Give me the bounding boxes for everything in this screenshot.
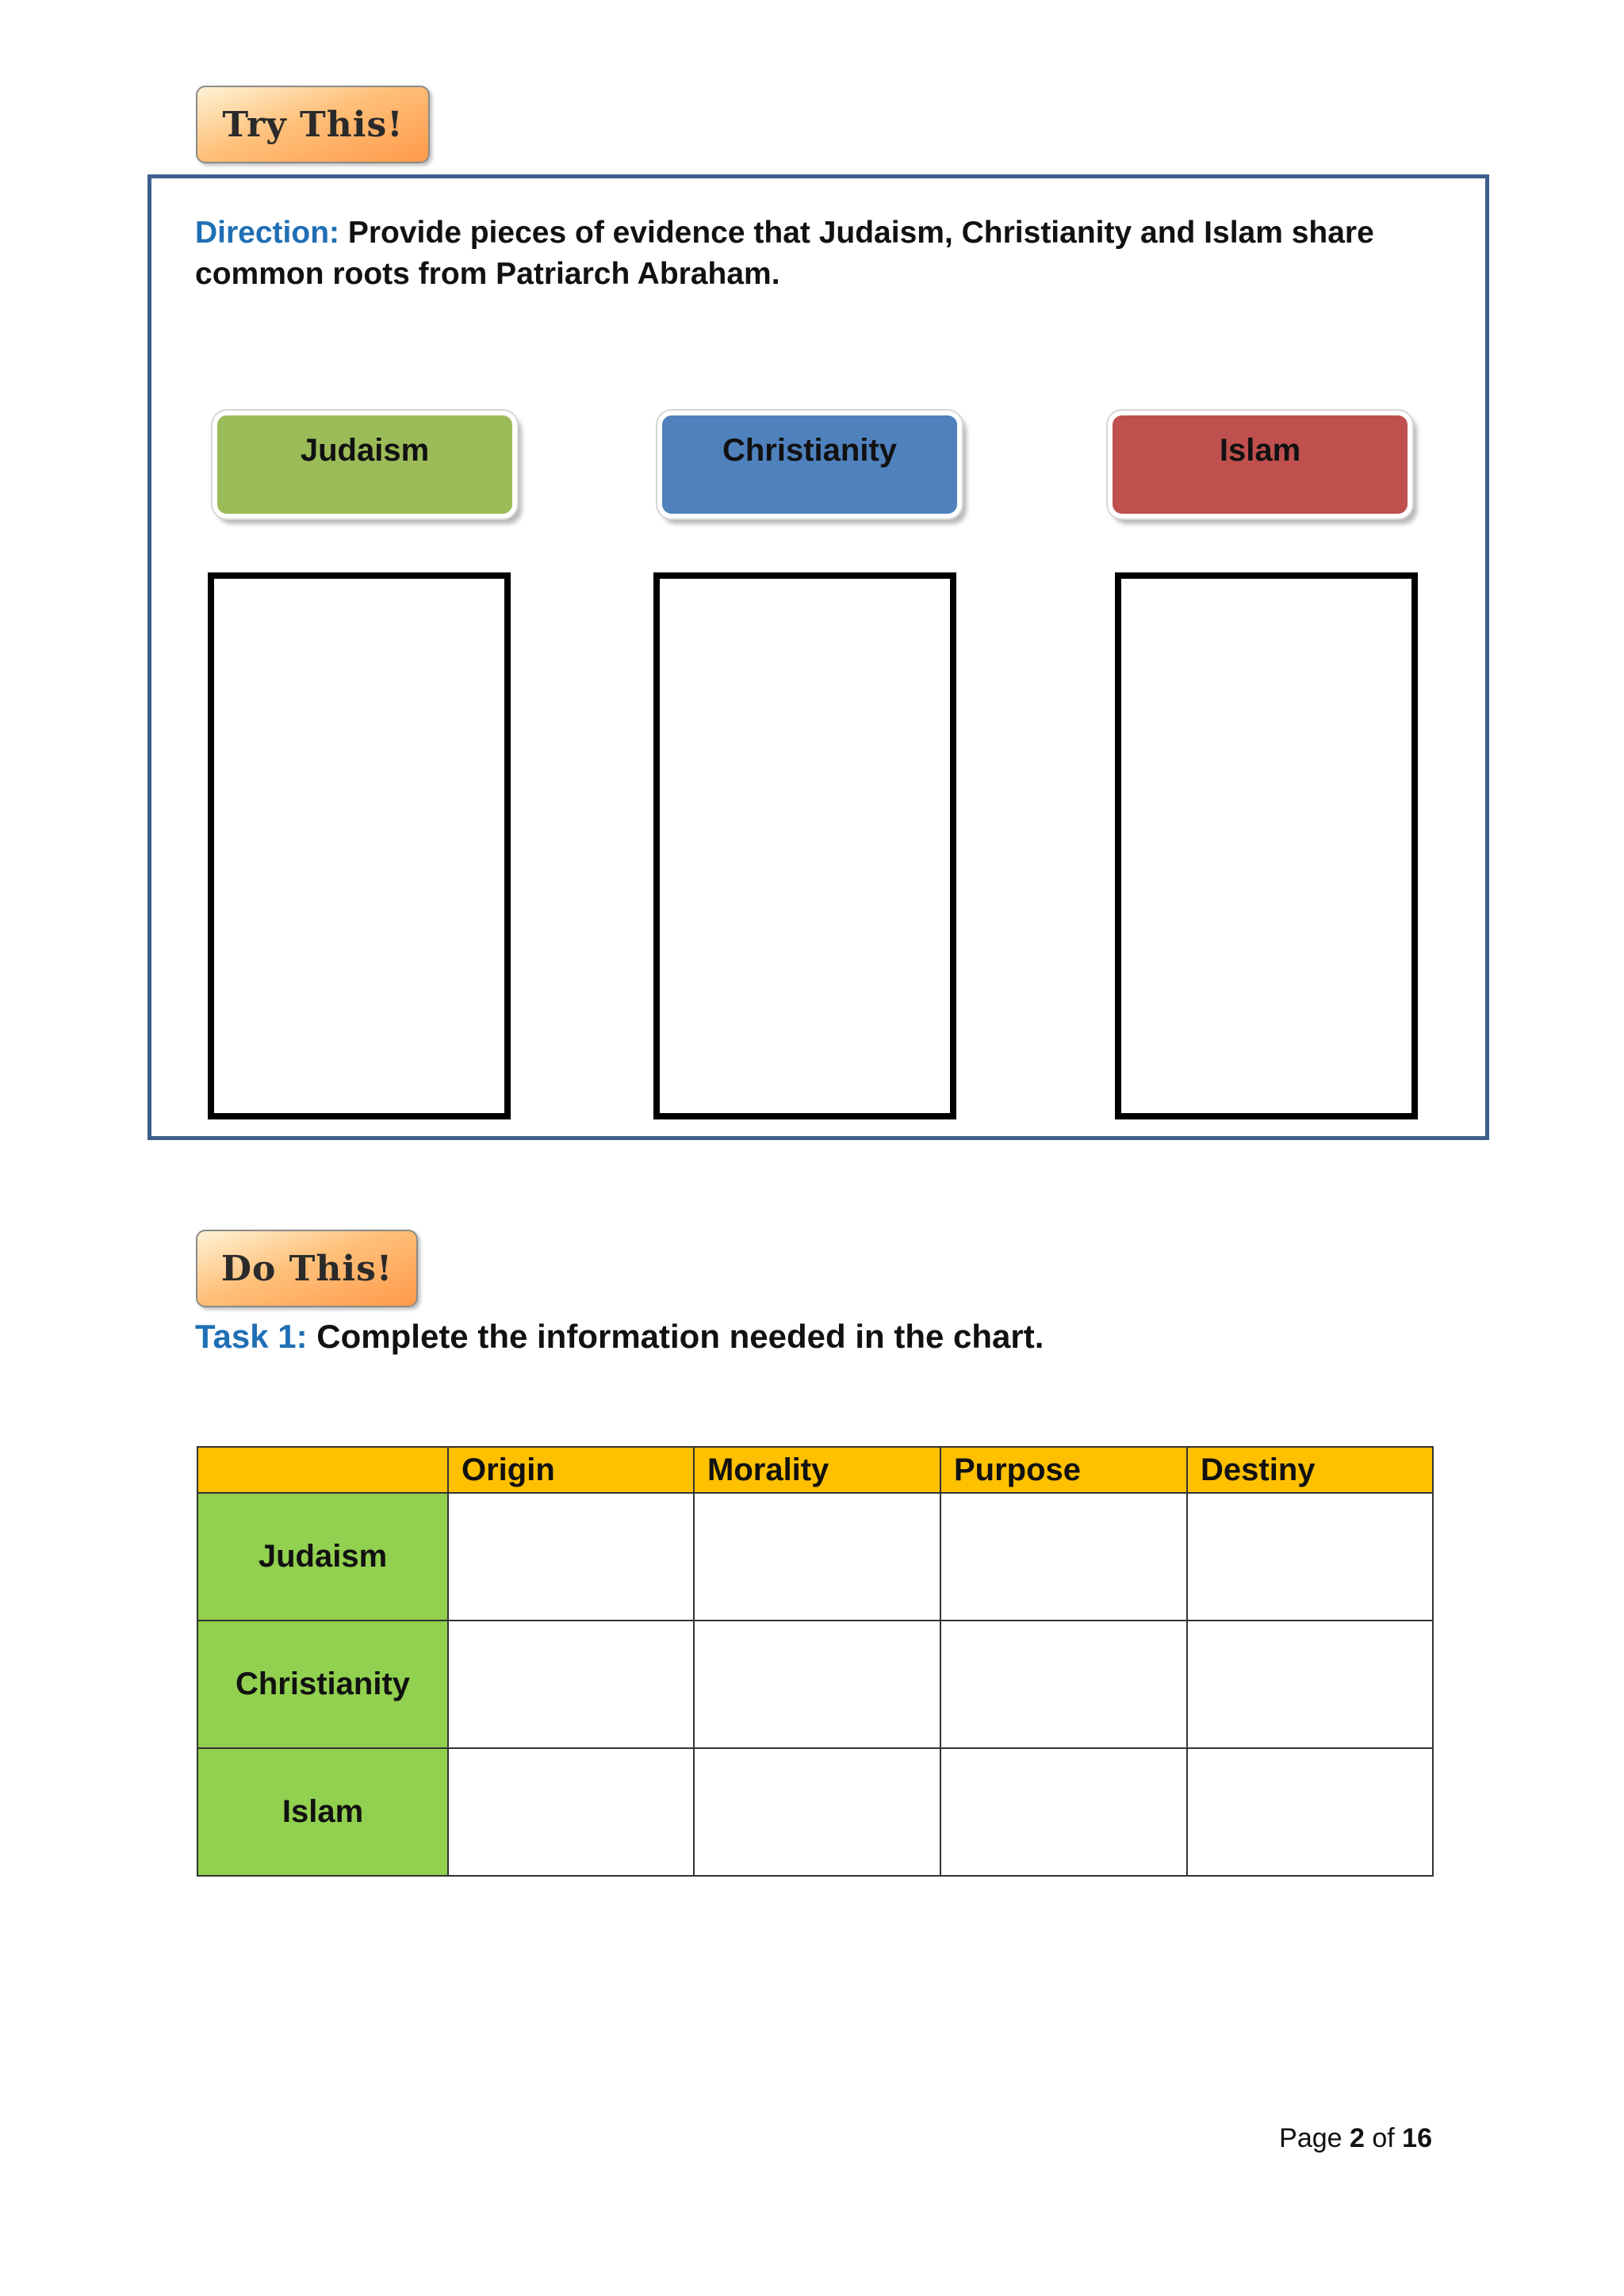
- table-row: [197, 1493, 1433, 1621]
- direction-body: Provide pieces of evidence that Judaism, Christianity and Islam share common roots from Patriarch Abraham.: [195, 216, 1374, 291]
- table-cell[interactable]: [448, 1621, 694, 1748]
- religion-chart-table: [197, 1446, 1434, 1877]
- table-header-row: [197, 1447, 1433, 1493]
- total-pages: 16: [1402, 2123, 1432, 2153]
- page-number: [1279, 2123, 1432, 2154]
- table-cell[interactable]: [694, 1621, 940, 1748]
- table-cell[interactable]: [1187, 1748, 1433, 1876]
- christianity-header-pill: [657, 411, 962, 519]
- direction-text: [195, 212, 1432, 295]
- table-header-origin: Origin: [448, 1447, 694, 1493]
- table-cell[interactable]: [940, 1493, 1187, 1621]
- table-cell[interactable]: [940, 1748, 1187, 1876]
- table-cell[interactable]: [448, 1493, 694, 1621]
- table-header-purpose: Purpose: [940, 1447, 1187, 1493]
- of-word: of: [1364, 2123, 1403, 2153]
- judaism-pill-label: Judaism: [300, 433, 430, 468]
- row-header-islam: Islam: [197, 1748, 448, 1876]
- islam-pill-label: Islam: [1219, 433, 1301, 468]
- table-cell[interactable]: [448, 1748, 694, 1876]
- task-instruction: [195, 1318, 1044, 1356]
- task-label: Task 1:: [195, 1318, 308, 1355]
- table-header-corner: [197, 1447, 448, 1493]
- judaism-evidence-box[interactable]: [208, 572, 511, 1119]
- table-cell[interactable]: [1187, 1621, 1433, 1748]
- table-cell[interactable]: [694, 1748, 940, 1876]
- christianity-evidence-box[interactable]: [653, 572, 956, 1119]
- direction-label: Direction:: [195, 216, 340, 250]
- table-cell[interactable]: [1187, 1493, 1433, 1621]
- islam-evidence-box[interactable]: [1115, 572, 1418, 1119]
- table-header-morality: Morality: [694, 1447, 940, 1493]
- do-this-badge: Do This!: [196, 1230, 418, 1307]
- table-cell[interactable]: [694, 1493, 940, 1621]
- row-header-christianity: Christianity: [197, 1621, 448, 1748]
- page-word: Page: [1279, 2123, 1350, 2153]
- islam-header-pill: [1108, 411, 1412, 519]
- current-page: 2: [1350, 2123, 1365, 2153]
- table-row: [197, 1621, 1433, 1748]
- christianity-pill-label: Christianity: [722, 433, 898, 468]
- table-row: [197, 1748, 1433, 1876]
- task-body: Complete the information needed in the chart.: [307, 1318, 1044, 1355]
- table-cell[interactable]: [940, 1621, 1187, 1748]
- try-this-badge: Try This!: [196, 86, 430, 163]
- judaism-header-pill: [213, 411, 517, 519]
- row-header-judaism: Judaism: [197, 1493, 448, 1621]
- table-header-destiny: Destiny: [1187, 1447, 1433, 1493]
